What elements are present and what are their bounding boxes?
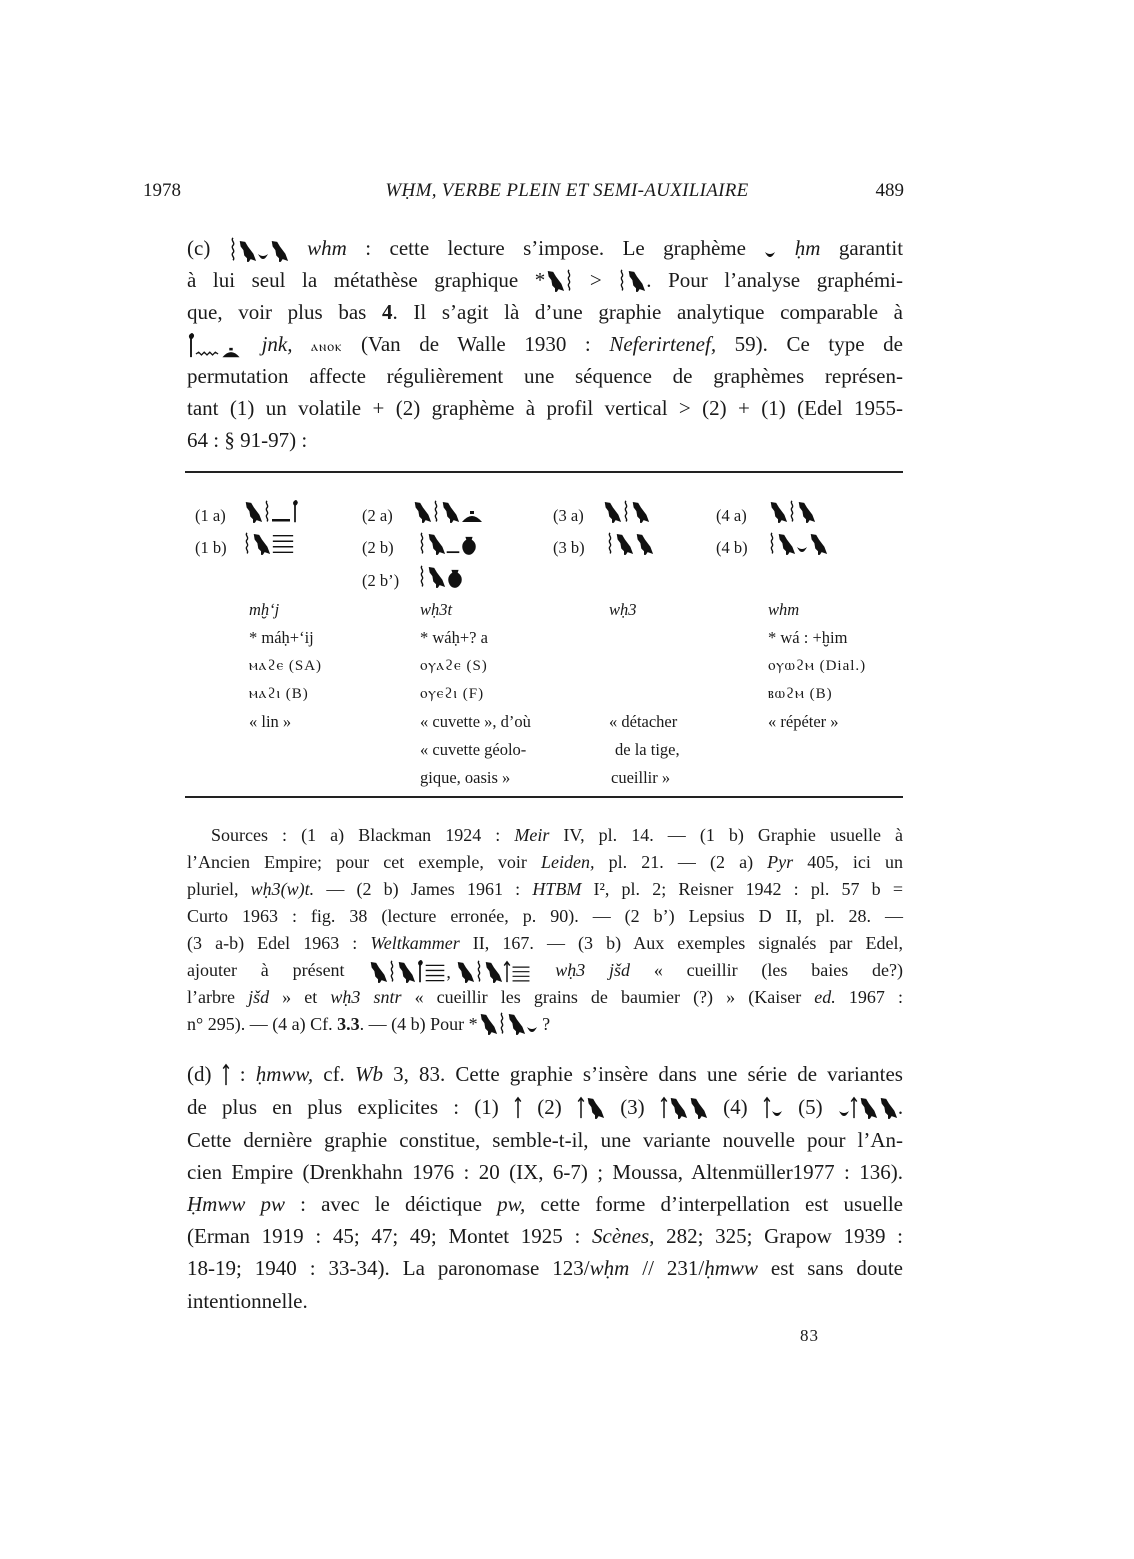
- sources-line-4: Curto 1963 : fig. 38 (lecture erronée, p. 90). — (2 b’) Lepsius D II, pl. 28. —: [187, 906, 903, 926]
- glyph-row-2b-prime: [418, 565, 464, 589]
- running-title: WḤM, VERBE PLEIN ET SEMI-AUXILIAIRE: [385, 180, 749, 201]
- bird-icon: [483, 960, 503, 984]
- bird-icon: [630, 500, 650, 524]
- para-d-line-2: de plus en plus explicites : (1) (2) (3) (4) (5) .: [187, 1095, 904, 1119]
- reed-icon: [416, 960, 424, 984]
- column-3-head: wḥ3: [609, 600, 637, 619]
- water-icon: [195, 349, 219, 359]
- hieroglyph-group-jsd: ,: [368, 959, 531, 986]
- para-c-line-4: jnk, ⲁⲛⲟⲕ (Van de Walle 1930 : Neferirtenef, 59). Ce type de: [187, 328, 903, 365]
- column-4-head: whm: [768, 600, 800, 619]
- hieroglyph-group-whm: [229, 234, 289, 267]
- lines-icon: [424, 962, 446, 984]
- hm-icon: [764, 249, 776, 261]
- glyph-row-1b: [243, 532, 295, 556]
- bird-icon: [426, 532, 446, 556]
- para-c-line-6: tant (1) un volatile + (2) graphème à profil vertical > (2) + (1) (Edel 1955-: [187, 396, 903, 420]
- bird-icon: [478, 1012, 498, 1036]
- para-c-line-2: à lui seul la métathèse graphique * > . Pour l’analyse graphémi-: [187, 268, 903, 292]
- para-d-line-8: intentionnelle.: [187, 1289, 308, 1313]
- basket-icon: [460, 510, 484, 524]
- bird-icon: [688, 1096, 708, 1120]
- pot-icon: [460, 534, 478, 556]
- bird-icon: [269, 239, 289, 263]
- pot-icon: [446, 567, 464, 589]
- glyph-row-2b: [418, 532, 478, 556]
- wick-icon: [418, 532, 426, 556]
- glyph-row-3a: [602, 500, 650, 524]
- hm-sign-icon: [514, 1096, 522, 1120]
- bird-icon: [858, 1096, 878, 1120]
- column-2-head: wḥ3t: [420, 600, 453, 619]
- bar-icon: [271, 516, 291, 524]
- bird-icon: [455, 960, 475, 984]
- sources-line-5: (3 a-b) Edel 1963 : Weltkammer II, 167. — (3 b) Aux exemples signalés par Edel,: [187, 933, 903, 953]
- wick-icon: [622, 500, 630, 524]
- label-4a: (4 a): [716, 506, 747, 525]
- para-d-line-5: Ḥmww pw : avec le déictique pw, cette forme d’interpellation est usuelle: [187, 1192, 904, 1216]
- page-number: 489: [875, 180, 904, 201]
- sources-line-2: l’Ancien Empire; pour cet exemple, voir Leiden, pl. 21. — (2 a) Pyr 405, ici un: [187, 852, 903, 872]
- para-c-line-3: que, voir plus bas 4. Il s’agit là d’une graphie analytique comparable à: [187, 300, 903, 324]
- sources-line-1: Sources : (1 a) Blackman 1924 : Meir IV, pl. 14. — (1 b) Graphie usuelle à: [211, 825, 903, 845]
- table-bottom-rule: [185, 796, 903, 798]
- bird-icon: [251, 532, 271, 556]
- footer-number: 83: [800, 1326, 819, 1345]
- para-d-line-4: cien Empire (Drenkhahn 1976 : 20 (IX, 6-7) ; Moussa, Altenmüller1977 : 136).: [187, 1160, 903, 1184]
- glyph-row-3b: [606, 532, 654, 556]
- label-4b: (4 b): [716, 538, 748, 557]
- sources-line-7: l’arbre jšd » et wḥ3 sntr « cueillir les grains de baumier (?) » (Kaiser ed. 1967 :: [187, 987, 903, 1007]
- hm-sign-icon: [763, 1096, 771, 1120]
- hm-icon: [838, 1108, 850, 1120]
- sources-line-6: ajouter à présent , wḥ3 jšd « cueillir (les baies de?): [187, 957, 903, 985]
- label-2a: (2 a): [362, 506, 393, 525]
- para-c-line-7: 64 : § 91-97) :: [187, 428, 308, 452]
- para-c-line-5: permutation affecte régulièrement une séquence de graphèmes représen-: [187, 364, 903, 388]
- bird-icon: [368, 960, 388, 984]
- wick-icon: [498, 1012, 506, 1036]
- bird-icon: [426, 565, 446, 589]
- column-3: « détacher de la tige, cueillir »: [609, 712, 680, 787]
- bird-icon: [545, 269, 565, 293]
- bird-icon: [396, 960, 416, 984]
- wick-icon: [768, 532, 776, 556]
- sources-line-3: pluriel, wḥ3(w)t. — (2 b) James 1961 : HTBM I², pl. 2; Reisner 1942 : pl. 57 b =: [187, 879, 903, 899]
- bird-icon: [668, 1096, 688, 1120]
- bird-icon: [634, 532, 654, 556]
- para-d-line-6: (Erman 1919 : 45; 47; 49; Montet 1925 : Scènes, 282; 325; Grapow 1939 :: [187, 1224, 903, 1248]
- wick-icon: [432, 500, 440, 524]
- bird-icon: [412, 500, 432, 524]
- label-3b: (3 b): [553, 538, 585, 557]
- column-2: wḥ3t * wáḥ+? a ⲟⲩⲁϩⲉ (S) ⲟⲩⲉϩⲓ (F) « cuvette », d’où « cuvette géolo- gique, oasis »: [420, 596, 531, 792]
- page-year: 1978: [143, 180, 181, 201]
- hm-icon: [257, 251, 269, 263]
- bird-icon: [440, 500, 460, 524]
- wick-icon: [388, 960, 396, 984]
- label-3a: (3 a): [553, 506, 584, 525]
- bird-icon: [243, 500, 263, 524]
- label-1a: (1 a): [195, 506, 226, 525]
- wick-icon: [263, 500, 271, 524]
- para-d-line-3: Cette dernière graphie constitue, semble-t-il, une variante nouvelle pour l’An-: [187, 1128, 903, 1152]
- glyph-row-2a: [412, 500, 484, 524]
- column-1: mḫ‘j * máḥ+‘ij ⲙⲁϩⲉ (SA) ⲙⲁϩⲓ (B) « lin »: [249, 596, 322, 736]
- hm-icon: [796, 544, 808, 556]
- wick-icon: [788, 500, 796, 524]
- wick-icon: [229, 237, 237, 263]
- bird-icon: [768, 500, 788, 524]
- hm-sign-icon: [503, 960, 511, 984]
- sources-line-8: n° 295). — (4 a) Cf. 3.3. — (4 b) Pour * ?: [187, 1014, 551, 1034]
- bar-icon: [446, 548, 460, 556]
- reed-icon: [291, 500, 299, 524]
- wick-icon: [243, 532, 251, 556]
- basket-icon: [219, 347, 243, 359]
- para-d-line-7: 18-19; 1940 : 33-34). La paronomase 123/wḥm // 231/ḥmww est sans doute: [187, 1256, 903, 1280]
- reed-icon: [187, 333, 195, 359]
- bird-icon: [585, 1096, 605, 1120]
- wick-icon: [475, 960, 483, 984]
- bird-icon: [878, 1096, 898, 1120]
- bird-icon: [776, 532, 796, 556]
- glyph-row-1a: [243, 500, 299, 524]
- hm-sign-icon: [850, 1096, 858, 1120]
- hm-icon: [771, 1108, 783, 1120]
- wick-icon: [606, 532, 614, 556]
- label-1b: (1 b): [195, 538, 227, 557]
- hm-sign-icon: [577, 1096, 585, 1120]
- bird-icon: [808, 532, 828, 556]
- hm-sign-icon: [660, 1096, 668, 1120]
- glyph-row-4a: [768, 500, 816, 524]
- para-c-line-1: (c) whm : cette lecture s’impose. Le graphème ḥm garantit: [187, 232, 903, 266]
- bird-icon: [506, 1012, 526, 1036]
- para-d-line-1: (d) : ḥmww, cf. Wb 3, 83. Cette graphie s’insère dans une série de variantes: [187, 1062, 903, 1086]
- hieroglyph-group-jnk: [187, 330, 243, 363]
- bird-icon: [237, 239, 257, 263]
- bird-icon: [796, 500, 816, 524]
- bird-icon: [602, 500, 622, 524]
- bird-icon: [626, 269, 646, 293]
- lines-icon: [271, 532, 295, 556]
- hm-sign-icon: [222, 1063, 230, 1087]
- hm-icon: [526, 1024, 538, 1036]
- label-2b-prime: (2 b’): [362, 571, 400, 590]
- column-1-head: mḫ‘j: [249, 600, 280, 619]
- wick-icon: [418, 565, 426, 589]
- bird-icon: [614, 532, 634, 556]
- glyph-row-4b: [768, 532, 828, 556]
- table-top-rule: [185, 471, 903, 473]
- label-2b: (2 b): [362, 538, 394, 557]
- lines-icon: [511, 964, 531, 984]
- wick-icon: [618, 269, 626, 293]
- column-4: whm * wá : +ḫim ⲟⲩⲱϩⲙ (Dial.) ⲃⲱϩⲙ (B) « répéter »: [768, 596, 866, 736]
